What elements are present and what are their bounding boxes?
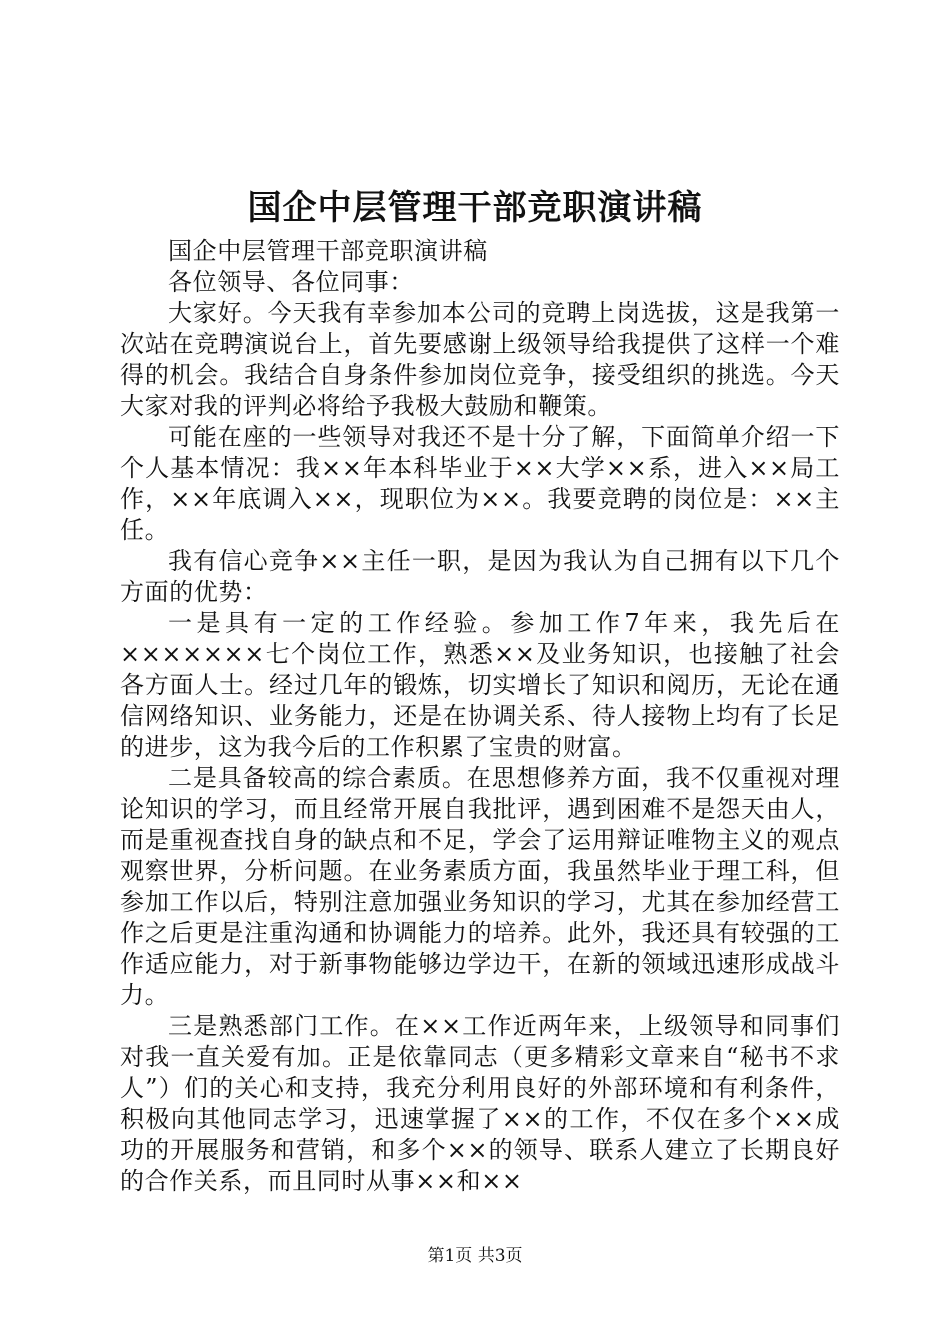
paragraph-greeting: 大家好。今天我有幸参加本公司的竞聘上岗选拔，这是我第一次站在竞聘演说台上，首先要感谢上级领导给我提供了这样一个难得的机会。我结合自身条件参加岗位竞争，接受组织的挑选。今天大家对我的评判必将给予我极大鼓励和鞭策。 — [120, 299, 840, 420]
paragraph-advantage-experience: 一是具有一定的工作经验。参加工作7年来，我先后在×××××××七个岗位工作，熟悉××及业务知识，也接触了社会各方面人士。经过几年的锻炼，切实增长了知识和阅历，无论在通信网络知识、业务能力，还是在协调关系、待人接物上均有了长足的进步，这为我今后的工作积累了宝贵的财富。 — [120, 609, 840, 761]
paragraph-advantages-lead: 我有信心竞争××主任一职，是因为我认为自己拥有以下几个方面的优势： — [120, 547, 840, 606]
document-body — [120, 236, 840, 1197]
paragraph-advantage-quality: 二是具备较高的综合素质。在思想修养方面，我不仅重视对理论知识的学习，而且经常开展自我批评，遇到困难不是怨天由人，而是重视查找自身的缺点和不足，学会了运用辩证唯物主义的观点观察世界，分析问题。在业务素质方面，我虽然毕业于理工科，但参加工作以后，特别注意加强业务知识的学习，尤其在参加经营工作之后更是注重沟通和协调能力的培养。此外，我还具有较强的工作适应能力，对于新事物能够边学边干，在新的领域迅速形成战斗力。 — [120, 764, 840, 1009]
paragraph-salutation: 各位领导、各位同事： — [168, 268, 414, 296]
document-title: 国企中层管理干部竞职演讲稿 — [247, 188, 703, 228]
paragraph-introduction: 可能在座的一些领导对我还不是十分了解，下面简单介绍一下个人基本情况：我××年本科毕业于××大学××系，进入××局工作，××年底调入××，现职位为××。我要竞聘的岗位是：××主任。 — [120, 423, 840, 544]
page-footer: 第1页 共3页 — [427, 1246, 523, 1266]
paragraph-subtitle: 国企中层管理干部竞职演讲稿 — [168, 237, 488, 265]
paragraph-advantage-familiarity: 三是熟悉部门工作。在××工作近两年来，上级领导和同事们对我一直关爱有加。正是依靠同志（更多精彩文章来自“秘书不求人”）们的关心和支持，我充分利用良好的外部环境和有利条件，积极向其他同志学习，迅速掌握了××的工作，不仅在多个××成功的开展服务和营销，和多个××的领导、联系人建立了长期良好的合作关系，而且同时从事××和×× — [120, 1012, 840, 1195]
